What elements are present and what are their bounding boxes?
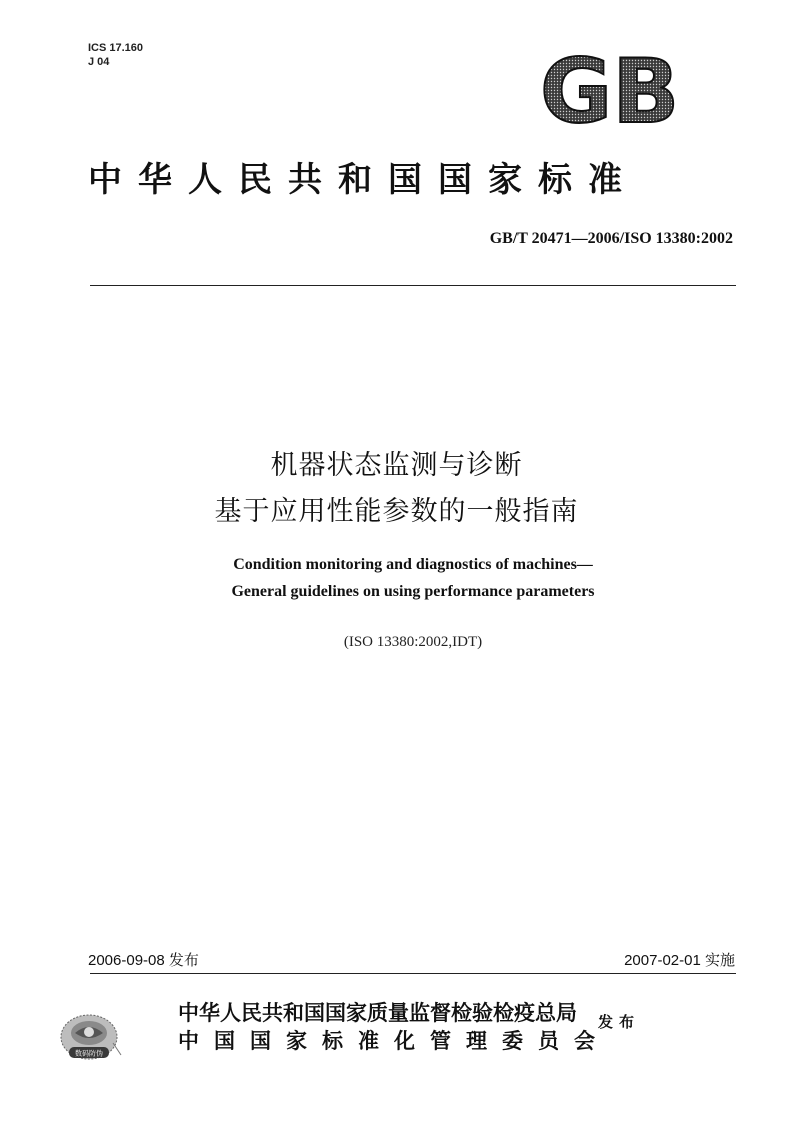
- standard-type-title: 中华人民共和国国家标准: [88, 160, 638, 200]
- en-title-line1: Condition monitoring and diagnostics of machines—: [233, 556, 593, 573]
- issuer-line2: 中国国家标准化管理委员会: [178, 1028, 610, 1053]
- iso-reference: (ISO 13380:2002,IDT): [343, 634, 483, 650]
- gb-logo: [538, 50, 694, 128]
- classification-codes: [88, 41, 143, 69]
- header-divider: [90, 285, 736, 286]
- cn-title-line1: 机器状态监测与诊断: [270, 450, 523, 481]
- issuer-line1: 中华人民共和国国家质量监督检验检疫总局: [178, 1000, 577, 1025]
- seal-label: 数码防伪: [75, 1049, 103, 1058]
- footer-divider: [90, 973, 736, 974]
- issue-date: 2006-09-08 发布: [88, 952, 199, 969]
- anti-counterfeit-seal-icon: [55, 1003, 127, 1075]
- cn-title-line2: 基于应用性能参数的一般指南: [214, 496, 579, 527]
- ics-code: ICS 17.160: [88, 42, 144, 54]
- ccs-code: J 04: [88, 56, 110, 68]
- gb-logo-text: GB: [540, 50, 680, 128]
- en-title-line2: General guidelines on using performance parameters: [231, 583, 595, 600]
- publish-label: 发布: [598, 1013, 641, 1031]
- implementation-date: 2007-02-01 实施: [624, 952, 735, 969]
- standard-number: GB/T 20471—2006/ISO 13380:2002: [489, 230, 733, 247]
